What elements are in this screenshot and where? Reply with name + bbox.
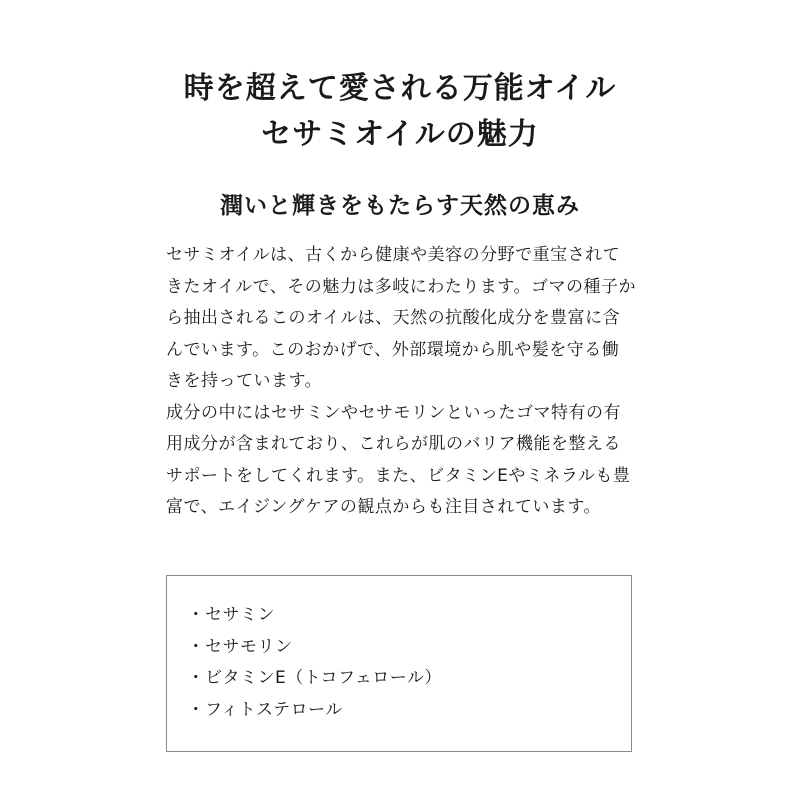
list-item (187, 600, 442, 632)
ingredients-box (166, 575, 632, 752)
list-item-label: セサミン (205, 605, 275, 625)
section-subtitle: 潤いと輝きをもたらす天然の恵み (220, 193, 580, 219)
body-paragraph-1: セサミオイルは、古くから健康や美容の分野で重宝されてきたオイルで、その魅力は多岐にわたります。ゴマの種子から抽出されるこのオイルは、天然の抗酸化成分を豊富に含んでいます。このおかげで、外部環境から肌や髪を守る働きを持っています。 (166, 245, 636, 391)
list-item-label: ビタミンE（トコフェロール） (205, 668, 442, 688)
bullet-icon: ・ (187, 699, 205, 720)
list-item (187, 632, 442, 664)
bullet-icon: ・ (187, 668, 205, 688)
page-title-line-2: セサミオイルの魅力 (261, 117, 539, 152)
list-item-label: セサモリン (205, 636, 293, 657)
list-item-label: フィトステロール (205, 699, 343, 720)
page-title (0, 66, 800, 158)
list-item (187, 695, 442, 727)
body-text (166, 240, 636, 524)
body-paragraph-2: 成分の中にはセサミンやセサモリンといったゴマ特有の有用成分が含まれており、これらが肌のバリア機能を整えるサポートをしてくれます。また、ビタミンEやミネラルも豊富で、エイジングケアの観点からも注目されています。 (166, 402, 631, 517)
bullet-icon: ・ (187, 605, 205, 625)
page-title-line-1: 時を超えて愛される万能オイル (183, 71, 617, 106)
bullet-icon: ・ (187, 636, 205, 657)
ingredients-list (187, 600, 442, 726)
list-item (187, 663, 442, 695)
